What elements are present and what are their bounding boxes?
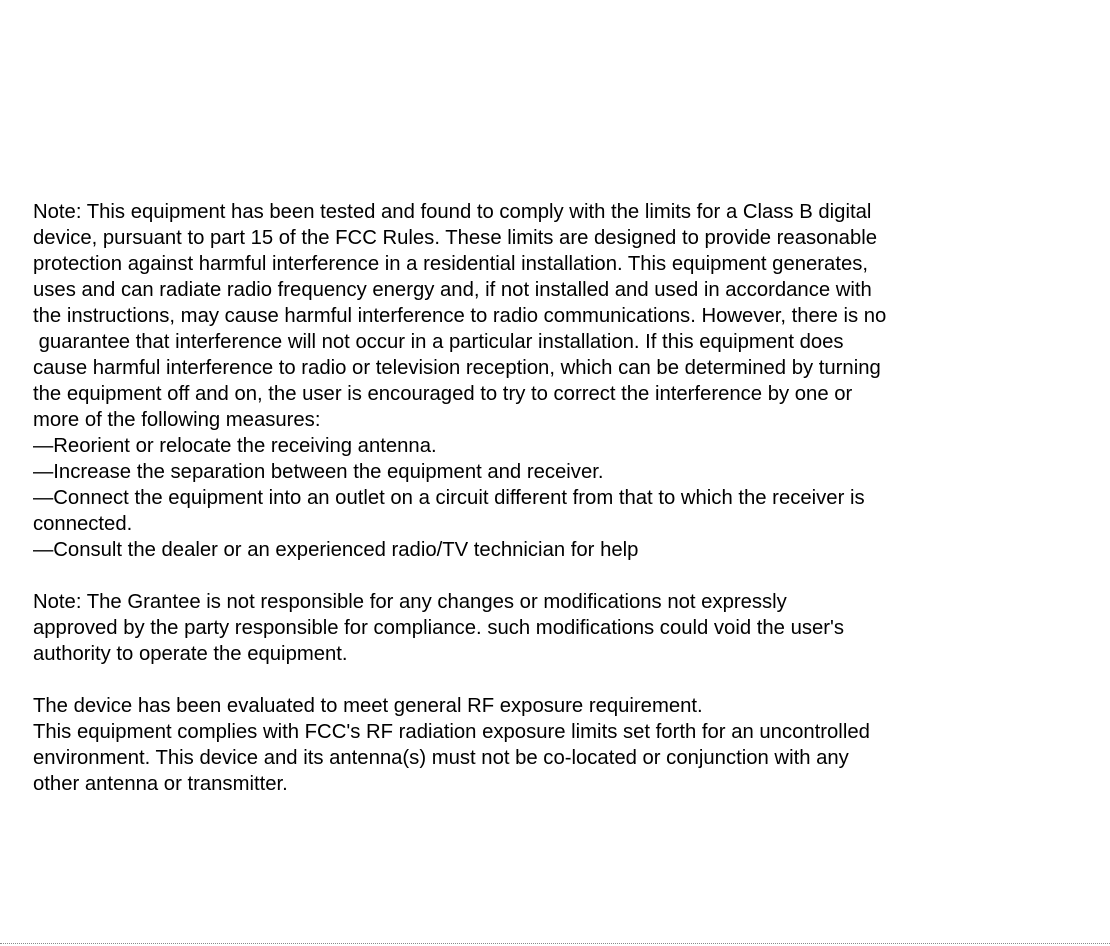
text-line: Note: This equipment has been tested and found to comply with the limits for a Class B digital bbox=[33, 201, 872, 223]
measures-list bbox=[33, 433, 1103, 563]
text-line: authority to operate the equipment. bbox=[33, 643, 348, 665]
measure-item: —Connect the equipment into an outlet on a circuit different from that to which the receiver is bbox=[33, 487, 865, 509]
text-line: environment. This device and its antenna(s) must not be co-located or conjunction with any bbox=[33, 747, 849, 769]
text-line: other antenna or transmitter. bbox=[33, 773, 288, 795]
text-line: the instructions, may cause harmful interference to radio communications. However, there is no bbox=[33, 305, 887, 327]
text-line: guarantee that interference will not occur in a particular installation. If this equipment does bbox=[33, 331, 844, 353]
measure-item: —Consult the dealer or an experienced radio/TV technician for help bbox=[33, 539, 639, 561]
grantee-note-paragraph bbox=[33, 589, 1103, 667]
text-line: This equipment complies with FCC's RF radiation exposure limits set forth for an uncontrolled bbox=[33, 721, 870, 743]
measure-item: —Increase the separation between the equipment and receiver. bbox=[33, 461, 604, 483]
fcc-notice bbox=[33, 199, 1103, 797]
text-line: the equipment off and on, the user is encouraged to try to correct the interference by one or bbox=[33, 383, 853, 405]
paragraph-spacer bbox=[33, 667, 1103, 693]
text-line: protection against harmful interference in a residential installation. This equipment generates, bbox=[33, 253, 869, 275]
paragraph-spacer bbox=[33, 563, 1103, 589]
text-line: The device has been evaluated to meet general RF exposure requirement. bbox=[33, 695, 703, 717]
text-line: device, pursuant to part 15 of the FCC Rules. These limits are designed to provide reasonable bbox=[33, 227, 878, 249]
text-line: uses and can radiate radio frequency energy and, if not installed and used in accordance with bbox=[33, 279, 872, 301]
page-bottom-divider bbox=[0, 943, 1110, 944]
class-b-compliance-paragraph bbox=[33, 199, 1103, 433]
measure-item: —Reorient or relocate the receiving antenna. bbox=[33, 435, 437, 457]
rf-exposure-paragraph bbox=[33, 693, 1103, 797]
measure-item: connected. bbox=[33, 513, 133, 535]
text-line: approved by the party responsible for compliance. such modifications could void the user's bbox=[33, 617, 845, 639]
text-line: Note: The Grantee is not responsible for any changes or modifications not expressly bbox=[33, 591, 787, 613]
text-line: more of the following measures: bbox=[33, 409, 321, 431]
text-line: cause harmful interference to radio or television reception, which can be determined by turning bbox=[33, 357, 881, 379]
